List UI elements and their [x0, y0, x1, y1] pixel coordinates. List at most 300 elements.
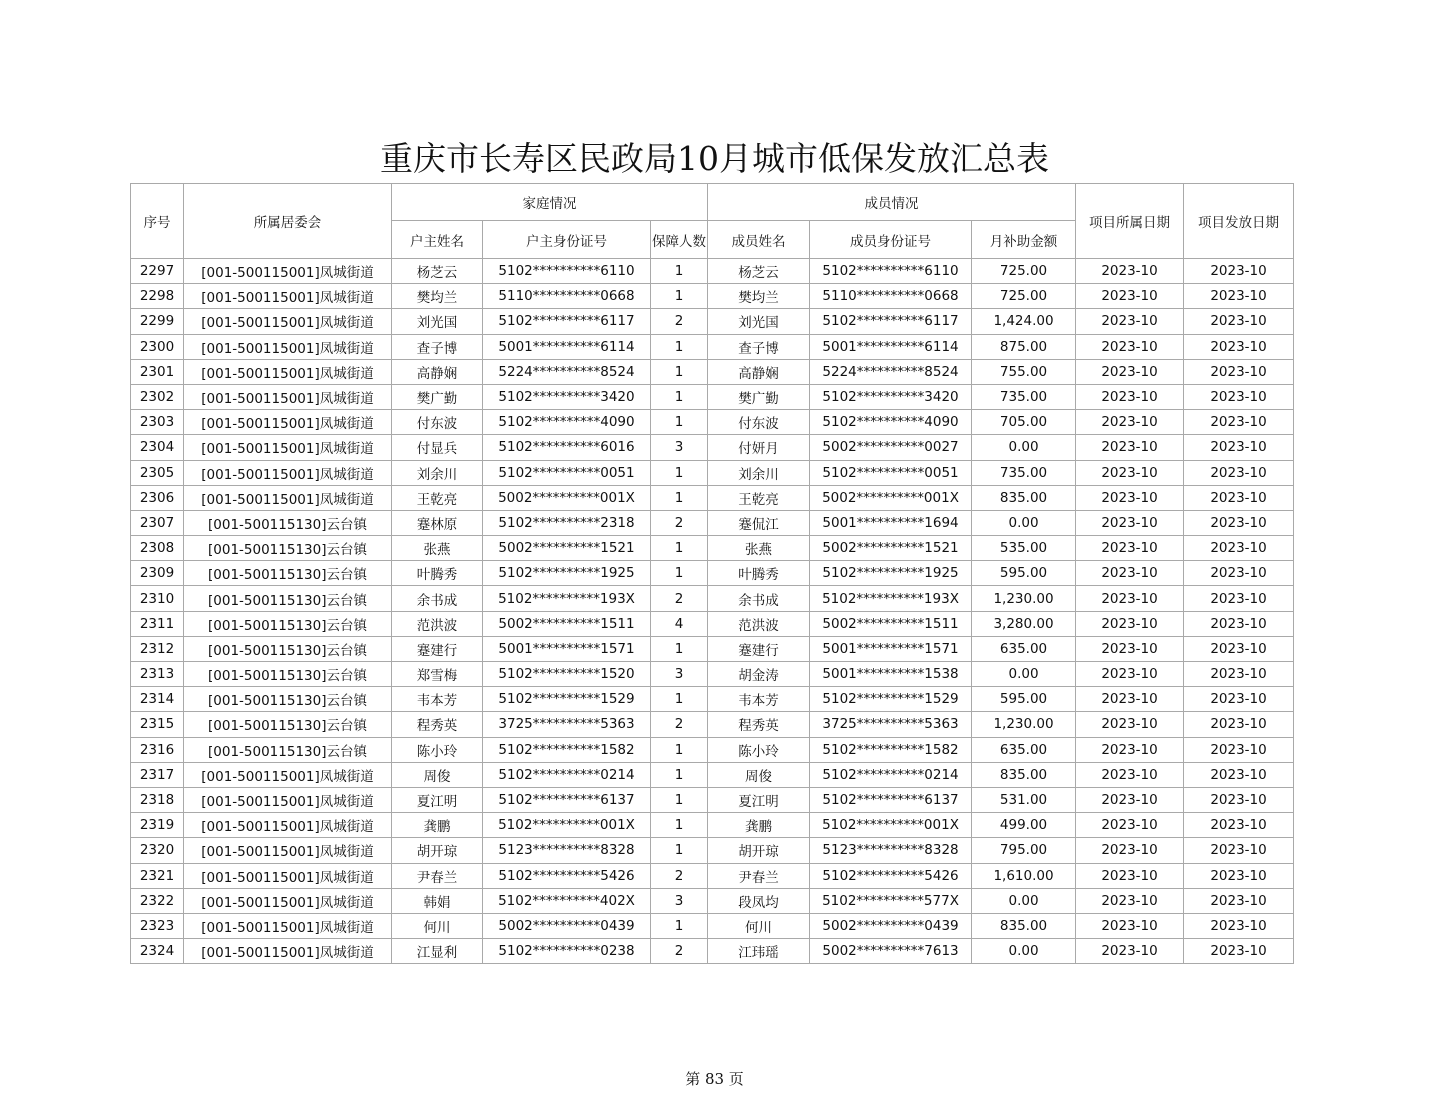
cell-head-id: 5102**********6110 — [483, 259, 651, 284]
cell-committee: [001-500115001]凤城街道 — [184, 913, 392, 938]
table-row — [131, 309, 1294, 334]
cell-project-date: 2023-10 — [1076, 611, 1184, 636]
cell-count: 1 — [651, 913, 708, 938]
cell-head-name: 樊均兰 — [392, 284, 483, 309]
cell-index: 2319 — [131, 813, 184, 838]
cell-head-name: 刘余川 — [392, 460, 483, 485]
cell-count: 1 — [651, 687, 708, 712]
cell-amount: 735.00 — [972, 460, 1076, 485]
cell-member-name: 王乾亮 — [708, 485, 810, 510]
cell-count: 2 — [651, 863, 708, 888]
cell-count: 1 — [651, 410, 708, 435]
cell-amount: 535.00 — [972, 536, 1076, 561]
cell-amount: 595.00 — [972, 687, 1076, 712]
cell-head-name: 余书成 — [392, 586, 483, 611]
cell-issue-date: 2023-10 — [1184, 863, 1294, 888]
cell-member-name: 付妍月 — [708, 435, 810, 460]
cell-count: 1 — [651, 359, 708, 384]
cell-amount: 635.00 — [972, 636, 1076, 661]
cell-head-name: 杨芝云 — [392, 259, 483, 284]
cell-head-id: 5102**********5426 — [483, 863, 651, 888]
cell-head-id: 5102**********1520 — [483, 662, 651, 687]
cell-project-date: 2023-10 — [1076, 838, 1184, 863]
cell-count: 1 — [651, 284, 708, 309]
cell-project-date: 2023-10 — [1076, 712, 1184, 737]
cell-issue-date: 2023-10 — [1184, 838, 1294, 863]
cell-count: 1 — [651, 813, 708, 838]
cell-amount: 725.00 — [972, 259, 1076, 284]
cell-head-name: 夏江明 — [392, 787, 483, 812]
cell-member-id: 5001**********6114 — [810, 334, 972, 359]
cell-member-id: 5102**********193X — [810, 586, 972, 611]
cell-project-date: 2023-10 — [1076, 485, 1184, 510]
cell-count: 1 — [651, 838, 708, 863]
cell-committee: [001-500115001]凤城街道 — [184, 309, 392, 334]
cell-index: 2307 — [131, 510, 184, 535]
cell-committee: [001-500115001]凤城街道 — [184, 359, 392, 384]
cell-committee: [001-500115001]凤城街道 — [184, 813, 392, 838]
cell-project-date: 2023-10 — [1076, 561, 1184, 586]
table-row — [131, 284, 1294, 309]
cell-head-id: 5102**********4090 — [483, 410, 651, 435]
cell-count: 1 — [651, 334, 708, 359]
cell-member-id: 5102**********3420 — [810, 384, 972, 409]
cell-head-id: 5102**********0214 — [483, 762, 651, 787]
cell-index: 2323 — [131, 913, 184, 938]
cell-issue-date: 2023-10 — [1184, 259, 1294, 284]
cell-head-id: 5102**********0051 — [483, 460, 651, 485]
cell-count: 1 — [651, 636, 708, 661]
cell-head-name: 王乾亮 — [392, 485, 483, 510]
cell-project-date: 2023-10 — [1076, 913, 1184, 938]
header-family-group: 家庭情况 — [392, 184, 708, 221]
cell-head-name: 付显兵 — [392, 435, 483, 460]
cell-issue-date: 2023-10 — [1184, 611, 1294, 636]
cell-committee: [001-500115001]凤城街道 — [184, 787, 392, 812]
cell-member-id: 5002**********001X — [810, 485, 972, 510]
cell-committee: [001-500115130]云台镇 — [184, 536, 392, 561]
cell-committee: [001-500115001]凤城街道 — [184, 838, 392, 863]
allowance-table — [130, 183, 1294, 964]
cell-member-id: 5102**********6110 — [810, 259, 972, 284]
table-row — [131, 384, 1294, 409]
table-row — [131, 939, 1294, 964]
cell-head-name: 刘光国 — [392, 309, 483, 334]
table-row — [131, 888, 1294, 913]
cell-index: 2300 — [131, 334, 184, 359]
cell-count: 1 — [651, 384, 708, 409]
cell-head-id: 5102**********3420 — [483, 384, 651, 409]
cell-amount: 595.00 — [972, 561, 1076, 586]
cell-amount: 875.00 — [972, 334, 1076, 359]
cell-project-date: 2023-10 — [1076, 410, 1184, 435]
cell-project-date: 2023-10 — [1076, 284, 1184, 309]
cell-project-date: 2023-10 — [1076, 787, 1184, 812]
cell-head-id: 5102**********001X — [483, 813, 651, 838]
cell-head-name: 韦本芳 — [392, 687, 483, 712]
cell-index: 2313 — [131, 662, 184, 687]
cell-count: 3 — [651, 662, 708, 687]
cell-head-id: 5224**********8524 — [483, 359, 651, 384]
cell-head-id: 5002**********1511 — [483, 611, 651, 636]
cell-count: 1 — [651, 536, 708, 561]
cell-amount: 0.00 — [972, 435, 1076, 460]
cell-member-id: 5102**********5426 — [810, 863, 972, 888]
cell-member-name: 查子博 — [708, 334, 810, 359]
cell-amount: 1,610.00 — [972, 863, 1076, 888]
table-row — [131, 611, 1294, 636]
cell-head-name: 蹇林原 — [392, 510, 483, 535]
header-amount: 月补助金额 — [972, 221, 1076, 259]
cell-project-date: 2023-10 — [1076, 586, 1184, 611]
cell-project-date: 2023-10 — [1076, 384, 1184, 409]
cell-amount: 735.00 — [972, 384, 1076, 409]
cell-count: 2 — [651, 712, 708, 737]
cell-member-name: 周俊 — [708, 762, 810, 787]
cell-head-id: 5102**********6117 — [483, 309, 651, 334]
cell-member-name: 樊广勤 — [708, 384, 810, 409]
cell-count: 1 — [651, 561, 708, 586]
cell-issue-date: 2023-10 — [1184, 485, 1294, 510]
cell-count: 1 — [651, 762, 708, 787]
cell-project-date: 2023-10 — [1076, 334, 1184, 359]
cell-committee: [001-500115130]云台镇 — [184, 611, 392, 636]
cell-issue-date: 2023-10 — [1184, 284, 1294, 309]
cell-committee: [001-500115130]云台镇 — [184, 687, 392, 712]
cell-amount: 835.00 — [972, 485, 1076, 510]
cell-index: 2318 — [131, 787, 184, 812]
cell-amount: 0.00 — [972, 662, 1076, 687]
cell-head-id: 5001**********1571 — [483, 636, 651, 661]
cell-amount: 0.00 — [972, 939, 1076, 964]
cell-head-name: 樊广勤 — [392, 384, 483, 409]
cell-head-id: 5001**********6114 — [483, 334, 651, 359]
table-row — [131, 662, 1294, 687]
cell-member-name: 樊均兰 — [708, 284, 810, 309]
cell-head-id: 5102**********402X — [483, 888, 651, 913]
cell-member-id: 5001**********1571 — [810, 636, 972, 661]
cell-count: 3 — [651, 888, 708, 913]
cell-index: 2311 — [131, 611, 184, 636]
cell-issue-date: 2023-10 — [1184, 359, 1294, 384]
cell-count: 1 — [651, 485, 708, 510]
cell-amount: 0.00 — [972, 888, 1076, 913]
cell-member-name: 刘光国 — [708, 309, 810, 334]
cell-issue-date: 2023-10 — [1184, 410, 1294, 435]
cell-index: 2302 — [131, 384, 184, 409]
cell-member-id: 5002**********7613 — [810, 939, 972, 964]
cell-member-id: 5224**********8524 — [810, 359, 972, 384]
cell-index: 2297 — [131, 259, 184, 284]
cell-head-id: 5102**********1582 — [483, 737, 651, 762]
cell-committee: [001-500115001]凤城街道 — [184, 284, 392, 309]
cell-project-date: 2023-10 — [1076, 435, 1184, 460]
cell-issue-date: 2023-10 — [1184, 561, 1294, 586]
header-issue-date: 项目发放日期 — [1184, 184, 1294, 259]
cell-index: 2316 — [131, 737, 184, 762]
header-member-id: 成员身份证号 — [810, 221, 972, 259]
cell-issue-date: 2023-10 — [1184, 939, 1294, 964]
cell-committee: [001-500115001]凤城街道 — [184, 384, 392, 409]
cell-member-name: 夏江明 — [708, 787, 810, 812]
cell-project-date: 2023-10 — [1076, 309, 1184, 334]
cell-member-name: 杨芝云 — [708, 259, 810, 284]
cell-head-id: 5002**********0439 — [483, 913, 651, 938]
cell-member-name: 高静娴 — [708, 359, 810, 384]
cell-head-name: 郑雪梅 — [392, 662, 483, 687]
cell-member-id: 5110**********0668 — [810, 284, 972, 309]
cell-head-name: 张燕 — [392, 536, 483, 561]
table-row — [131, 435, 1294, 460]
cell-head-id: 5102**********1925 — [483, 561, 651, 586]
cell-index: 2301 — [131, 359, 184, 384]
table-row — [131, 334, 1294, 359]
cell-head-name: 高静娴 — [392, 359, 483, 384]
cell-index: 2321 — [131, 863, 184, 888]
cell-member-name: 韦本芳 — [708, 687, 810, 712]
cell-member-name: 蹇建行 — [708, 636, 810, 661]
cell-count: 1 — [651, 737, 708, 762]
cell-member-name: 张燕 — [708, 536, 810, 561]
cell-head-name: 叶腾秀 — [392, 561, 483, 586]
cell-committee: [001-500115001]凤城街道 — [184, 762, 392, 787]
table-body — [131, 259, 1294, 964]
cell-committee: [001-500115001]凤城街道 — [184, 939, 392, 964]
cell-issue-date: 2023-10 — [1184, 787, 1294, 812]
cell-member-name: 胡开琼 — [708, 838, 810, 863]
cell-count: 3 — [651, 435, 708, 460]
cell-project-date: 2023-10 — [1076, 510, 1184, 535]
cell-member-id: 5102**********1582 — [810, 737, 972, 762]
table-row — [131, 737, 1294, 762]
cell-issue-date: 2023-10 — [1184, 460, 1294, 485]
cell-issue-date: 2023-10 — [1184, 384, 1294, 409]
cell-head-name: 程秀英 — [392, 712, 483, 737]
cell-head-name: 范洪波 — [392, 611, 483, 636]
cell-project-date: 2023-10 — [1076, 662, 1184, 687]
cell-head-name: 尹春兰 — [392, 863, 483, 888]
cell-issue-date: 2023-10 — [1184, 510, 1294, 535]
cell-head-name: 韩娟 — [392, 888, 483, 913]
cell-committee: [001-500115130]云台镇 — [184, 712, 392, 737]
cell-issue-date: 2023-10 — [1184, 586, 1294, 611]
cell-committee: [001-500115001]凤城街道 — [184, 888, 392, 913]
cell-issue-date: 2023-10 — [1184, 712, 1294, 737]
header-project-date: 项目所属日期 — [1076, 184, 1184, 259]
cell-committee: [001-500115001]凤城街道 — [184, 460, 392, 485]
cell-head-name: 龚鹏 — [392, 813, 483, 838]
cell-head-name: 周俊 — [392, 762, 483, 787]
cell-issue-date: 2023-10 — [1184, 334, 1294, 359]
cell-head-id: 5102**********2318 — [483, 510, 651, 535]
header-member-group: 成员情况 — [708, 184, 1076, 221]
cell-count: 2 — [651, 309, 708, 334]
cell-member-id: 5102**********1529 — [810, 687, 972, 712]
cell-amount: 835.00 — [972, 913, 1076, 938]
cell-committee: [001-500115001]凤城街道 — [184, 334, 392, 359]
cell-count: 1 — [651, 259, 708, 284]
cell-amount: 705.00 — [972, 410, 1076, 435]
cell-member-id: 5002**********1511 — [810, 611, 972, 636]
cell-member-name: 叶腾秀 — [708, 561, 810, 586]
cell-head-id: 5102**********6016 — [483, 435, 651, 460]
cell-member-id: 5102**********6117 — [810, 309, 972, 334]
cell-issue-date: 2023-10 — [1184, 762, 1294, 787]
cell-count: 1 — [651, 787, 708, 812]
cell-project-date: 2023-10 — [1076, 888, 1184, 913]
table-row — [131, 359, 1294, 384]
cell-count: 4 — [651, 611, 708, 636]
cell-committee: [001-500115130]云台镇 — [184, 737, 392, 762]
cell-head-name: 陈小玲 — [392, 737, 483, 762]
table-row — [131, 762, 1294, 787]
cell-committee: [001-500115130]云台镇 — [184, 510, 392, 535]
cell-project-date: 2023-10 — [1076, 636, 1184, 661]
cell-member-id: 3725**********5363 — [810, 712, 972, 737]
cell-issue-date: 2023-10 — [1184, 435, 1294, 460]
cell-amount: 1,230.00 — [972, 712, 1076, 737]
cell-count: 1 — [651, 460, 708, 485]
cell-committee: [001-500115130]云台镇 — [184, 561, 392, 586]
cell-index: 2315 — [131, 712, 184, 737]
cell-member-id: 5002**********1521 — [810, 536, 972, 561]
cell-issue-date: 2023-10 — [1184, 662, 1294, 687]
cell-member-name: 刘余川 — [708, 460, 810, 485]
table-row — [131, 813, 1294, 838]
cell-issue-date: 2023-10 — [1184, 636, 1294, 661]
cell-index: 2320 — [131, 838, 184, 863]
cell-issue-date: 2023-10 — [1184, 888, 1294, 913]
cell-member-name: 段凤均 — [708, 888, 810, 913]
cell-index: 2312 — [131, 636, 184, 661]
table-row — [131, 410, 1294, 435]
table-row — [131, 259, 1294, 284]
cell-index: 2309 — [131, 561, 184, 586]
cell-index: 2298 — [131, 284, 184, 309]
cell-issue-date: 2023-10 — [1184, 309, 1294, 334]
cell-head-name: 胡开琼 — [392, 838, 483, 863]
cell-member-id: 5002**********0027 — [810, 435, 972, 460]
cell-committee: [001-500115001]凤城街道 — [184, 259, 392, 284]
header-member-name: 成员姓名 — [708, 221, 810, 259]
table-row — [131, 863, 1294, 888]
header-index: 序号 — [131, 184, 184, 259]
cell-member-name: 何川 — [708, 913, 810, 938]
table-row — [131, 485, 1294, 510]
cell-index: 2303 — [131, 410, 184, 435]
cell-index: 2317 — [131, 762, 184, 787]
header-head-id: 户主身份证号 — [483, 221, 651, 259]
table-row — [131, 586, 1294, 611]
table-row — [131, 460, 1294, 485]
cell-committee: [001-500115001]凤城街道 — [184, 410, 392, 435]
table-row — [131, 561, 1294, 586]
cell-head-id: 5002**********1521 — [483, 536, 651, 561]
cell-committee: [001-500115130]云台镇 — [184, 636, 392, 661]
cell-issue-date: 2023-10 — [1184, 536, 1294, 561]
cell-index: 2322 — [131, 888, 184, 913]
cell-index: 2306 — [131, 485, 184, 510]
cell-index: 2305 — [131, 460, 184, 485]
cell-member-id: 5123**********8328 — [810, 838, 972, 863]
cell-member-id: 5102**********4090 — [810, 410, 972, 435]
cell-amount: 0.00 — [972, 510, 1076, 535]
cell-amount: 635.00 — [972, 737, 1076, 762]
cell-member-name: 程秀英 — [708, 712, 810, 737]
table-row — [131, 913, 1294, 938]
cell-count: 2 — [651, 939, 708, 964]
header-count: 保障人数 — [651, 221, 708, 259]
cell-member-id: 5102**********0214 — [810, 762, 972, 787]
cell-issue-date: 2023-10 — [1184, 687, 1294, 712]
cell-member-id: 5102**********1925 — [810, 561, 972, 586]
cell-head-id: 3725**********5363 — [483, 712, 651, 737]
page-title: 重庆市长寿区民政局10月城市低保发放汇总表 — [380, 139, 1049, 178]
cell-member-id: 5102**********6137 — [810, 787, 972, 812]
cell-issue-date: 2023-10 — [1184, 737, 1294, 762]
table-row — [131, 687, 1294, 712]
cell-member-name: 胡金涛 — [708, 662, 810, 687]
cell-member-name: 范洪波 — [708, 611, 810, 636]
cell-head-id: 5110**********0668 — [483, 284, 651, 309]
cell-index: 2324 — [131, 939, 184, 964]
cell-committee: [001-500115130]云台镇 — [184, 586, 392, 611]
cell-project-date: 2023-10 — [1076, 813, 1184, 838]
cell-amount: 725.00 — [972, 284, 1076, 309]
cell-member-id: 5001**********1694 — [810, 510, 972, 535]
table-row — [131, 787, 1294, 812]
table-row — [131, 510, 1294, 535]
cell-member-name: 付东波 — [708, 410, 810, 435]
table-row — [131, 536, 1294, 561]
cell-project-date: 2023-10 — [1076, 259, 1184, 284]
cell-issue-date: 2023-10 — [1184, 813, 1294, 838]
cell-member-name: 蹇侃江 — [708, 510, 810, 535]
cell-amount: 835.00 — [972, 762, 1076, 787]
cell-head-name: 付东波 — [392, 410, 483, 435]
cell-amount: 1,424.00 — [972, 309, 1076, 334]
cell-head-id: 5102**********6137 — [483, 787, 651, 812]
cell-amount: 755.00 — [972, 359, 1076, 384]
cell-project-date: 2023-10 — [1076, 863, 1184, 888]
cell-index: 2299 — [131, 309, 184, 334]
cell-head-name: 何川 — [392, 913, 483, 938]
cell-project-date: 2023-10 — [1076, 460, 1184, 485]
cell-project-date: 2023-10 — [1076, 737, 1184, 762]
cell-amount: 3,280.00 — [972, 611, 1076, 636]
cell-amount: 531.00 — [972, 787, 1076, 812]
cell-committee: [001-500115130]云台镇 — [184, 662, 392, 687]
cell-member-name: 江玮瑶 — [708, 939, 810, 964]
cell-amount: 499.00 — [972, 813, 1076, 838]
cell-index: 2308 — [131, 536, 184, 561]
cell-head-name: 蹇建行 — [392, 636, 483, 661]
cell-project-date: 2023-10 — [1076, 359, 1184, 384]
cell-member-id: 5102**********001X — [810, 813, 972, 838]
header-committee: 所属居委会 — [184, 184, 392, 259]
cell-member-name: 余书成 — [708, 586, 810, 611]
cell-project-date: 2023-10 — [1076, 939, 1184, 964]
cell-issue-date: 2023-10 — [1184, 913, 1294, 938]
cell-committee: [001-500115001]凤城街道 — [184, 863, 392, 888]
cell-member-name: 陈小玲 — [708, 737, 810, 762]
cell-committee: [001-500115001]凤城街道 — [184, 435, 392, 460]
cell-member-id: 5102**********0051 — [810, 460, 972, 485]
cell-member-id: 5001**********1538 — [810, 662, 972, 687]
cell-head-id: 5002**********001X — [483, 485, 651, 510]
cell-head-id: 5102**********1529 — [483, 687, 651, 712]
cell-member-id: 5102**********577X — [810, 888, 972, 913]
